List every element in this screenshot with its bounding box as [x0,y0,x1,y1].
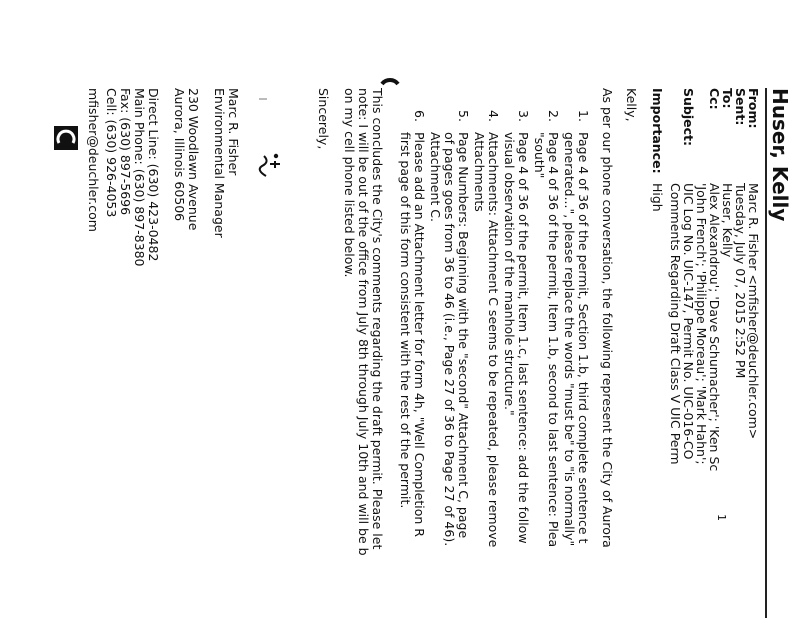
list-item [428,110,471,618]
title-underline [765,88,767,618]
importance-value: High [650,183,665,212]
closing-line: on my cell phone listed below. [342,88,357,278]
scan-artifact-mark [378,64,402,88]
list-item-number: 2. [546,110,561,122]
company-logo [54,126,78,150]
subject-label: Subject: [681,88,696,146]
to-value: Huser, Kelly [720,183,735,258]
list-item [472,110,501,618]
cc-label: Cc: [707,88,722,110]
list-item-line: "south" [532,132,547,179]
direct-line: Direct Line: (630) 423-0482 [146,88,161,262]
scan-artifact-tick [258,94,268,104]
cell-number: Cell: (630) 926-4053 [104,88,119,218]
list-item-line: Attachments [472,132,487,212]
email-address: mfisher@deuchler.com [86,88,101,232]
list-item-line: Page 4 of 36 of the permit, Section 1.b, third complete sentence t [576,132,591,544]
list-item [532,110,561,618]
salutation: Kelly, [624,88,639,122]
list-item-line: Page Numbers: Beginning with the "second" Attachment C, page [456,132,471,539]
address-line-1: 230 Woodlawn Avenue [186,88,201,231]
subject-value-continued: Comments Regarding Draft Class V UIC Perm [668,183,683,465]
importance-label: Importance: [650,88,665,174]
sent-value: Tuesday, July 07, 2015 2:52 PM [733,183,748,379]
list-item-line: Attachments: Attachment C seems to be repeated, please remove [486,132,501,548]
list-item-line: visual observation of the manhole structure." [502,132,517,416]
list-item-number: 4. [486,110,501,122]
list-item-line: Attachment C. [428,132,443,222]
closing-line: This concludes the City's comments regarding the draft permit. Please let [370,88,385,550]
subject-value: UIC Log No. UIC-147, Permit No. UIC-016-CO [681,183,696,460]
list-item-line: first page of this form consistent with the rest of the permit. [398,132,413,509]
from-value: Marc R. Fisher <mfisher@deuchler.com> [746,183,761,440]
list-item-line: generated...", please replace the words "must be" to "is normally" [562,132,577,547]
signature-scribble [254,150,284,190]
cc-value: Alex Alexandrou'; 'Dave Schumacher'; 'Ken Sc [707,183,722,472]
email-header [664,88,760,618]
page-number: 1 [715,514,728,521]
list-item [398,110,427,618]
document-title: Huser, Kelly [768,88,792,222]
to-label: To: [720,88,735,109]
closing-line: note: I will be out of the office from July 8th through July 10th and will be b [356,88,371,556]
main-phone: Main Phone: (630) 897-8380 [132,88,147,267]
list-item-number: 1. [576,110,591,122]
list-item-line: Page 4 of 36 of the permit, Item 1.b, second to last sentence: Plea [546,132,561,548]
from-label: From: [746,88,761,129]
list-item [502,110,531,618]
fax-number: Fax: (630) 897-5696 [118,88,133,216]
address-line-2: Aurora, Illinois 60506 [172,88,187,222]
list-item-number: 6. [412,110,427,122]
list-item-line: Page 4 of 36 of the permit, Item 1.c, last sentence: add the follow [516,132,531,544]
list-item [562,110,591,618]
list-item-line: Please add an Attachment letter for form 4h, "Well Completion R [412,132,427,537]
signer-role: Environmental Manager [212,88,227,238]
list-item-line: of pages goes from 36 to 46 (i.e., Page 27 of 36 to Page 27 of 46). [442,132,457,547]
intro-paragraph: As per our phone conversation, the following represent the City of Aurora [600,88,615,548]
cc-value-continued: 'John French'; 'Philippe Moreau'; 'Mark Hahn'; [694,183,709,465]
list-item-number: 5. [456,110,471,122]
list-item-number: 3. [516,110,531,122]
sent-label: Sent: [733,88,748,126]
sign-off: Sincerely, [316,88,331,150]
signer-name: Marc R. Fisher [226,88,241,176]
